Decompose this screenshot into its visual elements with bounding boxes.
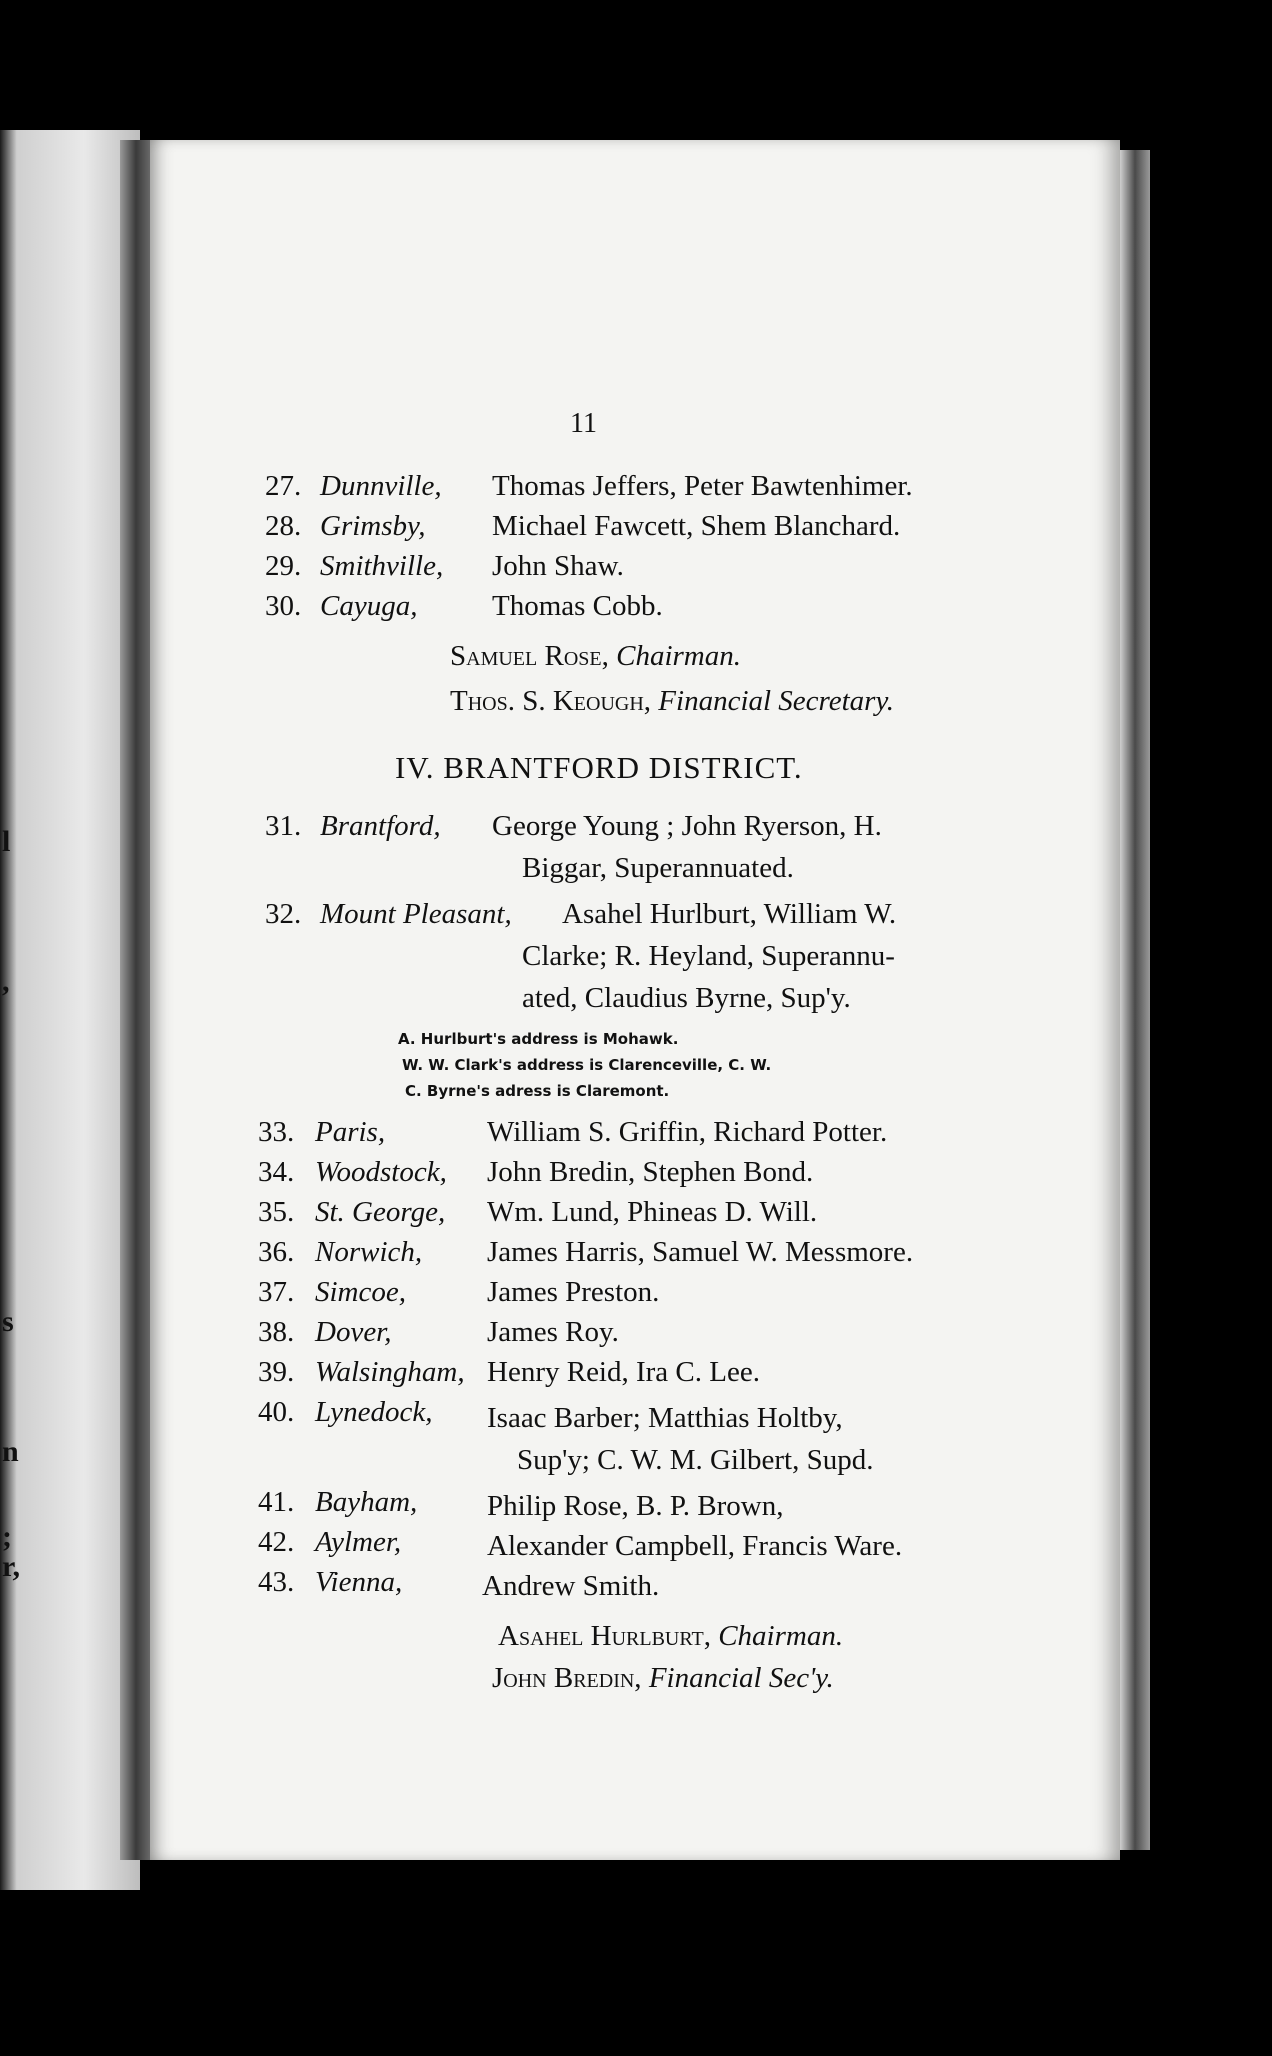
entry-number: 32. bbox=[265, 898, 302, 930]
address-note: W. W. Clark's address is Clarenceville, C. W. bbox=[402, 1056, 772, 1074]
entry-names: John Shaw. bbox=[492, 550, 624, 582]
entry-names: James Preston. bbox=[487, 1276, 660, 1308]
entry-number: 37. bbox=[258, 1276, 295, 1308]
chairman-line bbox=[498, 1620, 843, 1653]
secretary-line bbox=[450, 685, 894, 718]
page-number: 11 bbox=[570, 408, 597, 439]
entry-names: William S. Griffin, Richard Potter. bbox=[487, 1116, 888, 1148]
secretary-name: John Bredin, bbox=[492, 1662, 642, 1694]
secretary-title: Financial Sec'y. bbox=[648, 1662, 834, 1694]
margin-char: n bbox=[2, 1435, 19, 1468]
entry-number: 31. bbox=[265, 810, 302, 842]
entry-place: Norwich, bbox=[315, 1236, 423, 1268]
entry-place: Woodstock, bbox=[315, 1156, 447, 1188]
left-facing-page bbox=[0, 130, 140, 1890]
entry-names: Thomas Jeffers, Peter Bawtenhimer. bbox=[492, 470, 913, 502]
entry-place: Bayham, bbox=[315, 1486, 418, 1518]
margin-char: l bbox=[2, 825, 11, 858]
chairman-title: Chairman. bbox=[718, 1620, 844, 1652]
margin-char: r, bbox=[2, 1550, 21, 1583]
document-page bbox=[150, 140, 1120, 1860]
entry-names: George Young ; John Ryerson, H. bbox=[492, 810, 882, 842]
chairman-name: Samuel Rose, bbox=[450, 640, 609, 672]
entry-number: 36. bbox=[258, 1236, 295, 1268]
entry-number: 30. bbox=[265, 590, 302, 622]
entry-place: Dunnville, bbox=[320, 470, 442, 502]
entry-names: James Harris, Samuel W. Messmore. bbox=[487, 1236, 914, 1268]
entry-number: 40. bbox=[258, 1396, 295, 1428]
entry-place: Smithville, bbox=[320, 550, 444, 582]
margin-char: s bbox=[2, 1305, 14, 1338]
entry-names: John Bredin, Stephen Bond. bbox=[487, 1156, 814, 1188]
entry-place: Aylmer, bbox=[315, 1526, 402, 1558]
chairman-name: Asahel Hurlburt, bbox=[498, 1620, 711, 1652]
entry-place: Walsingham, bbox=[315, 1356, 465, 1388]
entry-number: 43. bbox=[258, 1566, 295, 1598]
entry-names: Henry Reid, Ira C. Lee. bbox=[487, 1356, 760, 1388]
entry-names-continued: ated, Claudius Byrne, Sup'y. bbox=[522, 982, 851, 1014]
entry-number: 39. bbox=[258, 1356, 295, 1388]
entry-number: 27. bbox=[265, 470, 302, 502]
chairman-line bbox=[450, 640, 741, 673]
entry-number: 29. bbox=[265, 550, 302, 582]
entry-names-continued: Clarke; R. Heyland, Superannu- bbox=[522, 940, 895, 972]
entry-place: Lynedock, bbox=[315, 1396, 433, 1428]
entry-names: Andrew Smith. bbox=[482, 1570, 660, 1602]
chairman-title: Chairman. bbox=[616, 640, 741, 672]
page-edge bbox=[1120, 150, 1150, 1850]
entry-number: 38. bbox=[258, 1316, 295, 1348]
entry-number: 41. bbox=[258, 1486, 295, 1518]
entry-number: 42. bbox=[258, 1526, 295, 1558]
entry-names: Asahel Hurlburt, William W. bbox=[562, 898, 897, 930]
entry-names-continued: Sup'y; C. W. M. Gilbert, Supd. bbox=[517, 1444, 874, 1476]
entry-number: 33. bbox=[258, 1116, 295, 1148]
entry-names: Thomas Cobb. bbox=[492, 590, 663, 622]
district-heading: IV. BRANTFORD DISTRICT. bbox=[395, 750, 803, 785]
entry-number: 34. bbox=[258, 1156, 295, 1188]
secretary-line bbox=[492, 1662, 834, 1695]
entry-names-continued: Biggar, Superannuated. bbox=[522, 852, 794, 884]
address-note: C. Byrne's adress is Claremont. bbox=[405, 1082, 670, 1100]
entry-names: Isaac Barber; Matthias Holtby, bbox=[487, 1402, 843, 1434]
entry-place: Brantford, bbox=[320, 810, 441, 842]
entry-place: Paris, bbox=[315, 1116, 386, 1148]
margin-char: , bbox=[2, 965, 10, 998]
entry-number: 28. bbox=[265, 510, 302, 542]
entry-number: 35. bbox=[258, 1196, 295, 1228]
entry-names: James Roy. bbox=[487, 1316, 619, 1348]
entry-place: Mount Pleasant, bbox=[320, 898, 512, 930]
entry-place: Cayuga, bbox=[320, 590, 418, 622]
entry-names: Wm. Lund, Phineas D. Will. bbox=[487, 1196, 818, 1228]
entry-place: Vienna, bbox=[315, 1566, 403, 1598]
margin-char: ; bbox=[2, 1520, 12, 1553]
entry-names: Michael Fawcett, Shem Blanchard. bbox=[492, 510, 901, 542]
entry-place: Grimsby, bbox=[320, 510, 426, 542]
entry-place: St. George, bbox=[315, 1196, 446, 1228]
entry-names: Philip Rose, B. P. Brown, bbox=[487, 1490, 784, 1522]
secretary-name: Thos. S. Keough, bbox=[450, 685, 652, 717]
entry-place: Simcoe, bbox=[315, 1276, 406, 1308]
entry-names: Alexander Campbell, Francis Ware. bbox=[487, 1530, 903, 1562]
secretary-title: Financial Secretary. bbox=[658, 685, 894, 717]
entry-place: Dover, bbox=[315, 1316, 392, 1348]
address-note: A. Hurlburt's address is Mohawk. bbox=[398, 1030, 679, 1048]
